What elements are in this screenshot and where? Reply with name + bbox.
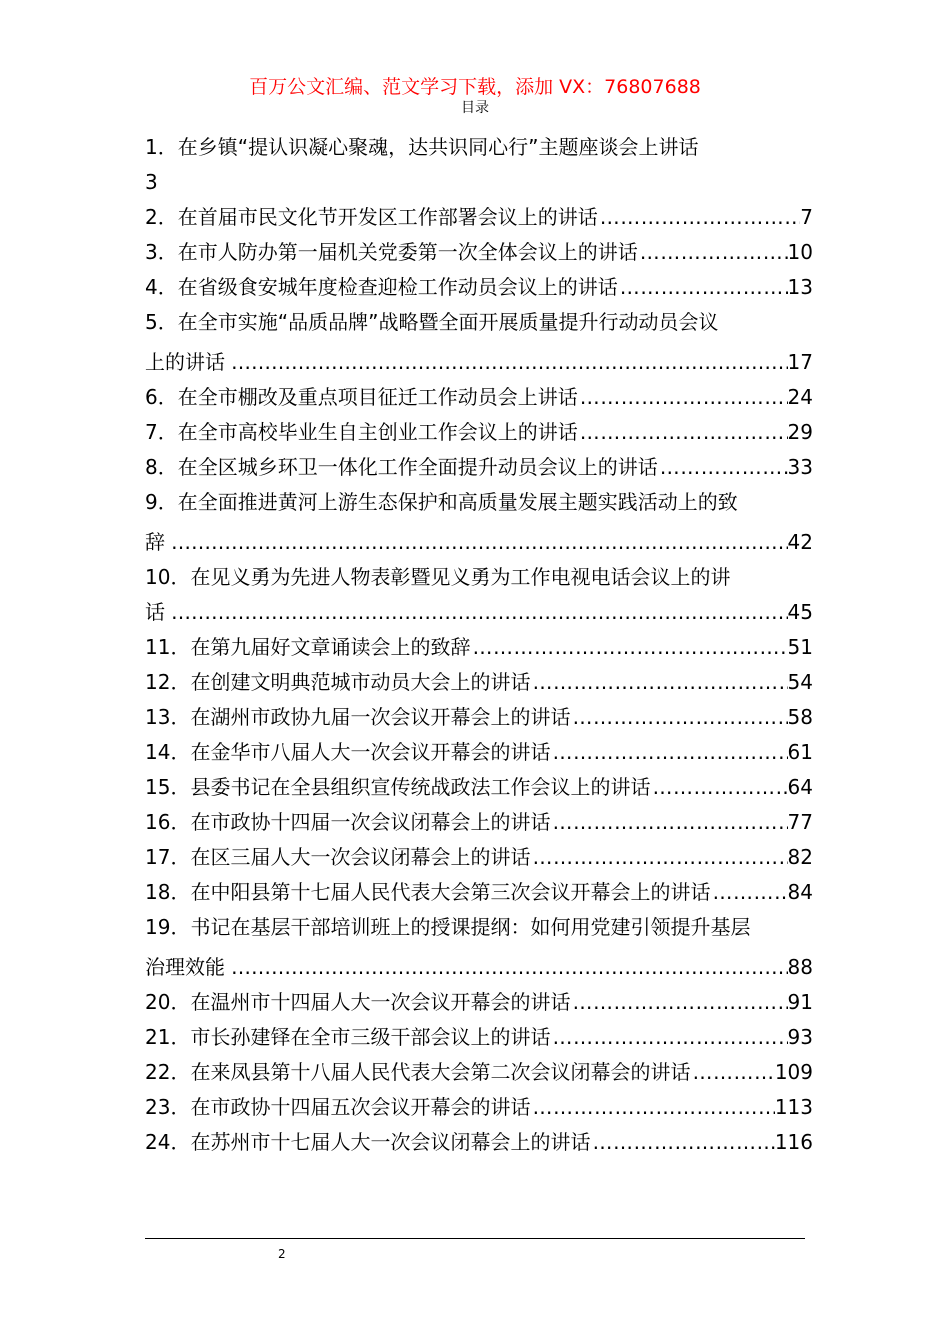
toc-entry-page: 116 [774, 1130, 813, 1154]
toc-entry-title: 14．在金华市八届人大一次会议开幕会的讲话 [145, 740, 551, 764]
toc-entry-page: 51 [787, 635, 813, 659]
toc-entry-title: 12．在创建文明典范城市动员大会上的讲话 [145, 670, 531, 694]
toc-entry-title: 23．在市政协十四届五次会议开幕会的讲话 [145, 1095, 531, 1119]
toc-heading: 目录 [461, 100, 489, 116]
toc-entry[interactable] [145, 1020, 813, 1055]
toc-entry-page: 93 [787, 1025, 813, 1049]
toc-entry[interactable] [145, 415, 813, 450]
toc-entry-title: 18．在中阳县第十七届人民代表大会第三次会议开幕会上的讲话 [145, 880, 711, 904]
toc-entry-page: 61 [787, 740, 813, 764]
toc-entry-page: 113 [774, 1095, 813, 1119]
toc-entry-page: 58 [787, 705, 813, 729]
toc-entry-page: 7 [800, 205, 813, 229]
toc-entry-title: 16．在市政协十四届一次会议闭幕会上的讲话 [145, 810, 551, 834]
toc-leader-dots [165, 525, 788, 560]
toc-entry-title: 24．在苏州市十七届人大一次会议闭幕会上的讲话 [145, 1130, 591, 1154]
toc-entry-title: 5．在全市实施“品质品牌”战略暨全面开展质量提升行动动员会议 [145, 310, 719, 334]
toc-entry-title: 13．在湖州市政协九届一次会议开幕会上的讲话 [145, 705, 571, 729]
toc-leader-dots [618, 270, 788, 305]
toc-entry[interactable] [145, 735, 813, 770]
toc-entry-page: 13 [787, 275, 813, 299]
toc-entry-page: 82 [787, 845, 813, 869]
toc-entry-page: 3 [145, 170, 158, 194]
toc-leader-dots [658, 450, 788, 485]
toc-leader-dots [530, 665, 787, 700]
toc-entry-title: 21．市长孙建铎在全市三级干部会议上的讲话 [145, 1025, 551, 1049]
toc-leader-dots [570, 985, 787, 1020]
toc-entry-title-cont: 辞 [145, 530, 165, 554]
toc-entry-page: 91 [787, 990, 813, 1014]
toc-leader-dots [165, 595, 788, 630]
toc-entry-page: 64 [787, 775, 813, 799]
toc-entry-title: 6．在全市棚改及重点项目征迁工作动员会上讲话 [145, 385, 578, 409]
toc-leader-dots [578, 380, 788, 415]
toc-entry-title: 3．在市人防办第一届机关党委第一次全体会议上的讲话 [145, 240, 638, 264]
toc-entry-page: 29 [787, 420, 813, 444]
toc-entry-page: 17 [787, 350, 813, 374]
toc-entry[interactable] [145, 700, 813, 735]
toc-entry-title-cont: 话 [145, 600, 165, 624]
toc-leader-dots [225, 950, 788, 985]
toc-entry[interactable] [145, 130, 813, 200]
toc-leader-dots [570, 700, 787, 735]
toc-entry-title: 1．在乡镇“提认识凝心聚魂，达共识同心行”主题座谈会上讲话 [145, 135, 699, 159]
toc-entry[interactable] [145, 1090, 813, 1125]
toc-entry[interactable] [145, 805, 813, 840]
toc-entry-page: 88 [787, 955, 813, 979]
toc-entry-page: 109 [774, 1060, 813, 1084]
toc-leader-dots [550, 735, 787, 770]
toc-entry[interactable] [145, 665, 813, 700]
toc-entry-title: 4．在省级食安城年度检查迎检工作动员会议上的讲话 [145, 275, 618, 299]
toc-entry-page: 77 [787, 810, 813, 834]
toc-leader-dots [590, 1125, 774, 1160]
toc-entry-title: 17．在区三届人大一次会议闭幕会上的讲话 [145, 845, 531, 869]
toc-entry[interactable] [145, 630, 813, 665]
toc-leader-dots [650, 770, 787, 805]
toc-entry[interactable] [145, 305, 813, 380]
toc-entry-title: 8．在全区城乡环卫一体化工作全面提升动员会议上的讲话 [145, 455, 658, 479]
toc-entry[interactable] [145, 1125, 813, 1160]
header-banner: 百万公文汇编、范文学习下载，添加 VX：76807688 [249, 76, 701, 98]
page-number: 2 [278, 1247, 286, 1261]
toc-entry-title: 22．在来凤县第十八届人民代表大会第二次会议闭幕会的讲话 [145, 1060, 691, 1084]
toc-leader-dots [710, 875, 787, 910]
table-of-contents [145, 130, 813, 1160]
toc-entry-title: 7．在全市高校毕业生自主创业工作会议上的讲话 [145, 420, 578, 444]
toc-entry[interactable] [145, 840, 813, 875]
toc-entry-title: 20．在温州市十四届人大一次会议开幕会的讲话 [145, 990, 571, 1014]
toc-entry-title-cont: 上的讲话 [145, 350, 225, 374]
toc-entry-page: 84 [787, 880, 813, 904]
toc-entry-title-cont: 治理效能 [145, 955, 225, 979]
toc-entry-title: 11．在第九届好文章诵读会上的致辞 [145, 635, 471, 659]
toc-entry-page: 24 [787, 385, 813, 409]
toc-entry-title: 9．在全面推进黄河上游生态保护和高质量发展主题实践活动上的致 [145, 490, 738, 514]
toc-leader-dots [638, 235, 788, 270]
toc-entry[interactable] [145, 200, 813, 235]
toc-entry[interactable] [145, 380, 813, 415]
toc-entry[interactable] [145, 1055, 813, 1090]
toc-entry-title: 2．在首届市民文化节开发区工作部署会议上的讲话 [145, 205, 598, 229]
toc-leader-dots [690, 1055, 774, 1090]
toc-leader-dots [530, 1090, 774, 1125]
toc-entry[interactable] [145, 875, 813, 910]
toc-entry[interactable] [145, 560, 813, 630]
toc-leader-dots [470, 630, 787, 665]
toc-entry[interactable] [145, 770, 813, 805]
toc-leader-dots [550, 1020, 787, 1055]
toc-entry-page: 54 [787, 670, 813, 694]
toc-entry-page: 10 [787, 240, 813, 264]
toc-entry-title: 10．在见义勇为先进人物表彰暨见义勇为工作电视电话会议上的讲 [145, 565, 731, 589]
toc-entry-page: 42 [787, 530, 813, 554]
toc-entry[interactable] [145, 985, 813, 1020]
toc-leader-dots [578, 415, 788, 450]
toc-entry[interactable] [145, 270, 813, 305]
toc-leader-dots [598, 200, 801, 235]
toc-entry[interactable] [145, 450, 813, 485]
toc-leader-dots [225, 345, 788, 380]
toc-entry-page: 45 [787, 600, 813, 624]
toc-leader-dots [530, 840, 787, 875]
toc-entry[interactable] [145, 910, 813, 985]
footer-divider [145, 1238, 805, 1239]
toc-entry-title: 19．书记在基层干部培训班上的授课提纲：如何用党建引领提升基层 [145, 915, 751, 939]
toc-entry[interactable] [145, 485, 813, 560]
toc-entry-page: 33 [787, 455, 813, 479]
toc-entry-title: 15．县委书记在全县组织宣传统战政法工作会议上的讲话 [145, 775, 651, 799]
toc-entry[interactable] [145, 235, 813, 270]
toc-leader-dots [550, 805, 787, 840]
